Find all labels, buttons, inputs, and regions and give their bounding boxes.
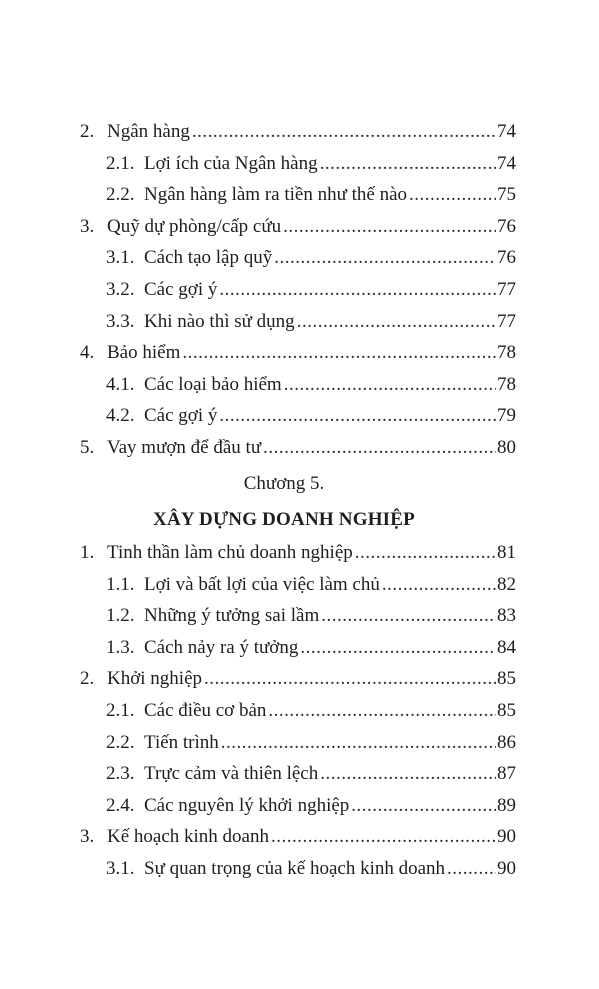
toc-entry-number: 2.2. [106,184,135,206]
toc-entry-title: Lợi ích của Ngân hàng [144,152,318,174]
toc-entry-page-number: 90 [497,826,516,848]
toc-entry [106,274,516,305]
toc-entry-page-number: 77 [497,310,516,332]
toc-entry [80,116,516,147]
toc-entry [80,537,516,568]
toc-entry-page-number: 85 [497,668,516,690]
dot-leader [204,663,496,694]
toc-entry [80,432,516,463]
toc-entry [106,569,516,600]
toc-entry-number: 1.1. [106,573,135,595]
toc-entry [106,369,516,400]
dot-leader [382,569,496,600]
toc-entry-page-number: 79 [497,405,516,427]
dot-leader [355,537,496,568]
toc-entry-title: Các điều cơ bản [144,700,267,721]
toc-entry-number: 4.2. [106,405,135,427]
toc-entry [106,400,516,431]
toc-entry-title: Các gợi ý [144,279,218,300]
toc-entry-number: 3.3. [106,310,135,332]
dot-leader [274,242,496,273]
toc-entry-title: Kế hoạch kinh doanh [107,826,269,848]
toc-entry [80,337,516,368]
toc-entry [106,758,516,789]
toc-entry-number: 1.2. [106,605,135,627]
toc-entry-number: 2. [80,121,95,142]
toc-entry-title: Trực cảm và thiên lệch [144,763,319,785]
toc-entry-title: Khi nào thì sử dụng [144,310,295,332]
toc-entry-title: Sự quan trọng của kế hoạch kinh doanh [144,858,446,879]
toc-entry-page-number: 82 [497,573,516,595]
toc-entry-page-number: 74 [497,152,516,174]
toc-entry-title: Lợi và bất lợi của việc làm chủ [144,573,380,595]
toc-entry-title: Ngân hàng làm ra tiền như thế nào [144,184,408,206]
toc-entry-page-number: 87 [497,763,516,785]
toc-entry-page-number: 77 [497,279,516,300]
dot-leader [300,632,496,663]
dot-leader [320,148,496,179]
toc-entry [106,695,516,726]
toc-entry-page-number: 85 [497,700,516,721]
dot-leader [219,400,496,431]
toc-entry-page-number: 84 [497,636,516,658]
dot-leader [447,853,496,884]
toc-entry-title: Khởi nghiệp [107,668,203,690]
toc-entry [106,306,516,337]
toc-entry [106,179,516,210]
toc-entry-number: 4. [80,342,95,364]
toc-entry-number: 3.1. [106,247,135,269]
toc-entry-page-number: 80 [497,437,516,458]
toc-entry-number: 4.1. [106,373,135,395]
toc-entry-number: 2.1. [106,700,135,721]
dot-leader [283,211,496,242]
toc-entry-page-number: 74 [497,121,516,142]
dot-leader [351,790,496,821]
dot-leader [268,695,496,726]
dot-leader [221,727,496,758]
toc-entry-title: Cách tạo lập quỹ [144,247,273,269]
toc-entry-number: 1.3. [106,636,135,658]
toc-entry-number: 1. [80,542,95,563]
toc-entry-number: 2.1. [106,152,135,174]
toc-entry [80,663,516,694]
chapter-label: Chương 5. [243,473,325,494]
toc-entry-number: 2.3. [106,763,135,785]
chapter-title: XÂY DỰNG DOANH NGHIỆP [153,509,415,530]
toc-entry-page-number: 78 [497,342,516,364]
toc-entry-page-number: 75 [497,184,516,206]
toc-entry [106,148,516,179]
dot-leader [321,600,496,631]
dot-leader [297,306,496,337]
dot-leader [192,116,496,147]
toc-entry [80,821,516,852]
dot-leader [263,432,496,463]
toc-entry [106,790,516,821]
toc-entry-number: 2. [80,668,95,690]
dot-leader [320,758,496,789]
toc-entry-title: Quỹ dự phòng/cấp cứu [107,215,282,237]
toc-entry-page-number: 83 [497,605,516,627]
dot-leader [182,337,496,368]
toc-entry-title: Cách nảy ra ý tưởng [144,636,299,658]
toc-entry-number: 3. [80,826,95,848]
toc-entry [106,853,516,884]
toc-entry-page-number: 78 [497,373,516,395]
toc-entry-number: 2.2. [106,731,135,753]
toc-entry-title: Ngân hàng [107,121,190,142]
toc-entry-title: Những ý tưởng sai lầm [144,605,320,627]
toc-entry-title: Bảo hiểm [107,342,181,364]
dot-leader [409,179,496,210]
toc-entry-number: 2.4. [106,794,135,816]
toc-entry [106,600,516,631]
toc-entry-title: Tinh thần làm chủ doanh nghiệp [107,542,353,563]
toc-entry-page-number: 76 [497,215,516,237]
dot-leader [219,274,496,305]
toc-entry-title: Các gợi ý [144,405,218,427]
toc-entry-title: Tiến trình [144,731,219,753]
toc-entry [80,211,516,242]
toc-entry-page-number: 90 [497,858,516,879]
toc-entry [106,727,516,758]
dot-leader [271,821,496,852]
toc-entry-page-number: 81 [497,542,516,563]
toc-entry-page-number: 76 [497,247,516,269]
toc-entry-page-number: 89 [497,794,516,816]
toc-entry [106,242,516,273]
toc-entry [106,632,516,663]
toc-entry-title: Các nguyên lý khởi nghiệp [144,794,350,816]
toc-entry-page-number: 86 [497,731,516,753]
toc-entry-number: 5. [80,437,95,458]
toc-entry-title: Các loại bảo hiểm [144,373,282,395]
toc-entry-number: 3. [80,215,95,237]
toc-entry-number: 3.1. [106,858,135,879]
toc-entry-number: 3.2. [106,279,135,300]
dot-leader [284,369,496,400]
toc-entry-title: Vay mượn để đầu tư [107,437,262,458]
